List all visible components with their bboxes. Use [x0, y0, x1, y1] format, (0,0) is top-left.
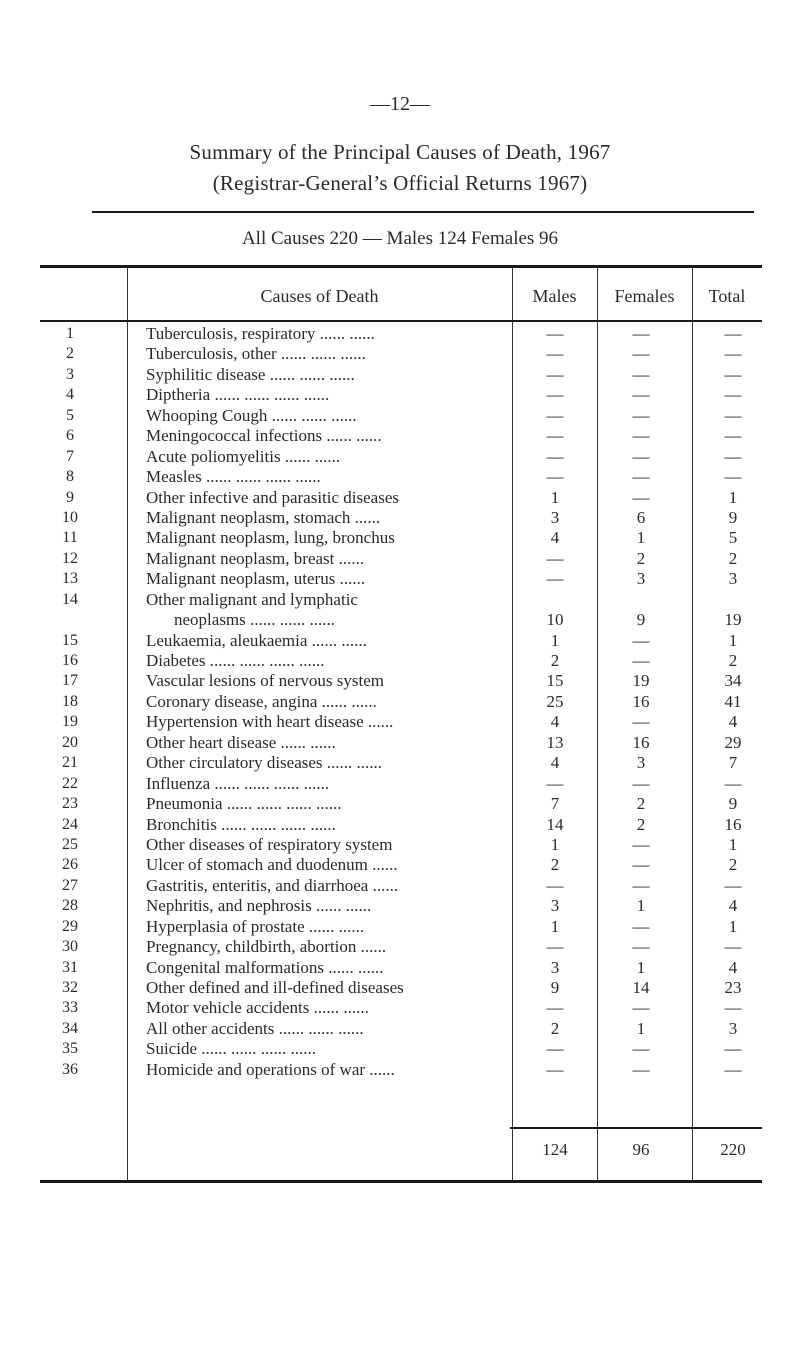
- males-count: —: [546, 569, 564, 589]
- cause-of-death: [146, 671, 510, 691]
- females-count: 2: [636, 794, 646, 814]
- females-count: 6: [636, 507, 646, 527]
- table-row: [40, 344, 762, 364]
- cause-of-death: [146, 1039, 510, 1059]
- row-number: 2: [66, 345, 74, 363]
- females-count: 2: [636, 814, 646, 834]
- cause-line: Other malignant and lymphatic: [146, 589, 358, 609]
- total-count: —: [724, 364, 742, 384]
- total-count: —: [724, 324, 742, 343]
- table-row: [40, 958, 762, 978]
- table-row: [40, 324, 762, 344]
- row-number: 12: [62, 549, 78, 567]
- females-count: —: [632, 446, 650, 466]
- males-count: 1: [550, 487, 560, 507]
- total-count: 3: [728, 569, 738, 589]
- total-count: 4: [728, 957, 738, 977]
- cause-of-death: [146, 344, 510, 364]
- cause-line: Malignant neoplasm, breast ......: [146, 548, 365, 568]
- total-count: —: [724, 937, 742, 957]
- row-number: 9: [66, 488, 74, 506]
- cause-of-death: [146, 855, 510, 875]
- cause-line: Syphilitic disease ...... ...... ......: [146, 364, 355, 384]
- header-males: Males: [532, 286, 577, 306]
- cause-line: Meningococcal infections ...... ......: [146, 426, 382, 446]
- table-row: [40, 896, 762, 916]
- males-count: —: [546, 1039, 564, 1059]
- table-row: [40, 978, 762, 998]
- row-number: 33: [62, 999, 78, 1017]
- cause-of-death: [146, 896, 510, 916]
- cause-of-death: [146, 569, 510, 589]
- cause-of-death: [146, 528, 510, 548]
- females-count: 3: [636, 569, 646, 589]
- cause-of-death: [146, 733, 510, 753]
- females-count: 3: [636, 753, 646, 773]
- cause-line: Diabetes ...... ...... ...... ......: [146, 651, 325, 671]
- row-number: 30: [62, 938, 78, 956]
- females-count: 16: [632, 732, 650, 752]
- cause-line: Whooping Cough ...... ...... ......: [146, 405, 357, 425]
- males-count: 2: [550, 1018, 560, 1038]
- cause-of-death: [146, 835, 510, 855]
- table-row: [40, 815, 762, 835]
- cause-line: Other defined and ill-defined diseases: [146, 978, 404, 998]
- total-count: —: [724, 467, 742, 487]
- females-count: 1: [636, 957, 646, 977]
- males-count: —: [546, 385, 564, 405]
- cause-of-death: [146, 385, 510, 405]
- row-number: 26: [62, 856, 78, 874]
- row-number: 4: [66, 386, 74, 404]
- table-row: [40, 488, 762, 508]
- row-number: 27: [62, 876, 78, 894]
- total-males: 124: [542, 1140, 568, 1159]
- total-count: —: [724, 998, 742, 1018]
- total-count: —: [724, 1059, 742, 1079]
- males-count: —: [546, 446, 564, 466]
- males-count: —: [546, 875, 564, 895]
- row-number: 36: [62, 1060, 78, 1078]
- females-count: —: [632, 467, 650, 487]
- cause-line: Congenital malformations ...... ......: [146, 957, 384, 977]
- title-rule: [92, 211, 754, 213]
- row-number: 32: [62, 979, 78, 997]
- row-number: 14: [62, 590, 78, 608]
- total-count: 23: [724, 978, 742, 998]
- cause-of-death: [146, 692, 510, 712]
- cause-of-death: [146, 447, 510, 467]
- males-count: —: [546, 405, 564, 425]
- table-row: [40, 753, 762, 773]
- cause-line: Malignant neoplasm, uterus ......: [146, 569, 366, 589]
- total-count: —: [724, 405, 742, 425]
- cause-of-death: [146, 1060, 510, 1080]
- cause-of-death: [146, 590, 510, 631]
- table-row: [40, 692, 762, 712]
- table-row: [40, 835, 762, 855]
- cause-of-death: [146, 1019, 510, 1039]
- total-count: —: [724, 385, 742, 405]
- total-count: 41: [724, 691, 742, 711]
- table-row: [40, 774, 762, 794]
- males-count: —: [546, 937, 564, 957]
- table-row: [40, 549, 762, 569]
- females-count: 1: [636, 528, 646, 548]
- table-row: [40, 365, 762, 385]
- page-title: Summary of the Principal Causes of Death, 1967: [189, 140, 611, 164]
- row-number: 35: [62, 1040, 78, 1058]
- row-number: 5: [66, 406, 74, 424]
- total-count: 19: [724, 610, 742, 630]
- cause-line: Leukaemia, aleukaemia ...... ......: [146, 630, 367, 650]
- males-count: 15: [546, 671, 564, 691]
- cause-of-death: [146, 794, 510, 814]
- total-count: 1: [728, 916, 738, 936]
- row-number: 19: [62, 713, 78, 731]
- table-row: [40, 508, 762, 528]
- row-number: 11: [62, 529, 78, 547]
- causes-table-body: [40, 324, 762, 1080]
- males-count: —: [546, 364, 564, 384]
- total-count: 29: [724, 732, 742, 752]
- cause-of-death: [146, 937, 510, 957]
- males-count: 3: [550, 507, 560, 527]
- cause-line: Malignant neoplasm, lung, bronchus: [146, 528, 395, 548]
- females-count: —: [632, 385, 650, 405]
- cause-of-death: [146, 712, 510, 732]
- table-row: [40, 406, 762, 426]
- cause-of-death: [146, 651, 510, 671]
- table-row: [40, 712, 762, 732]
- total-count: —: [724, 446, 742, 466]
- total-count: 1: [728, 834, 738, 854]
- total-count: 4: [728, 896, 738, 916]
- row-number: 15: [62, 631, 78, 649]
- females-count: 1: [636, 896, 646, 916]
- males-count: 14: [546, 814, 564, 834]
- females-count: —: [632, 651, 650, 671]
- total-count: 4: [728, 712, 738, 732]
- row-number: 1: [66, 325, 74, 342]
- cause-line: All other accidents ...... ...... ......: [146, 1018, 364, 1038]
- row-number: 10: [62, 508, 78, 526]
- cause-of-death: [146, 978, 510, 998]
- total-count: —: [724, 344, 742, 364]
- table-row: [40, 467, 762, 487]
- row-number: 31: [62, 958, 78, 976]
- cause-line: Hyperplasia of prostate ...... ......: [146, 916, 365, 936]
- females-count: —: [632, 630, 650, 650]
- males-count: 4: [550, 528, 560, 548]
- females-count: —: [632, 1039, 650, 1059]
- table-row: [40, 937, 762, 957]
- table-row: [40, 1060, 762, 1080]
- total-count: 9: [728, 794, 738, 814]
- table-row: [40, 651, 762, 671]
- cause-line: Hypertension with heart disease ......: [146, 712, 394, 732]
- males-count: —: [546, 773, 564, 793]
- table-row: [40, 528, 762, 548]
- males-count: 1: [550, 916, 560, 936]
- males-count: —: [546, 1059, 564, 1079]
- males-count: 4: [550, 712, 560, 732]
- total-count: —: [724, 875, 742, 895]
- cause-line: Other infective and parasitic diseases: [146, 487, 400, 507]
- males-count: 25: [546, 691, 564, 711]
- cause-line: Other diseases of respiratory system: [146, 834, 393, 854]
- row-number: 22: [62, 774, 78, 792]
- header-rule: [40, 320, 762, 322]
- males-count: 1: [550, 834, 560, 854]
- cause-line: Pregnancy, childbirth, abortion ......: [146, 937, 387, 957]
- row-number: 24: [62, 815, 78, 833]
- table-row: [40, 447, 762, 467]
- cause-of-death: [146, 774, 510, 794]
- row-number: 29: [62, 917, 78, 935]
- females-count: —: [632, 344, 650, 364]
- cause-of-death: [146, 876, 510, 896]
- cause-line: Diptheria ...... ...... ...... ......: [146, 385, 330, 405]
- total-count: —: [724, 426, 742, 446]
- cause-line: Other heart disease ...... ......: [146, 732, 336, 752]
- cause-line: Ulcer of stomach and duodenum ......: [146, 855, 398, 875]
- table-row: [40, 998, 762, 1018]
- females-count: —: [632, 937, 650, 957]
- row-number: 6: [66, 427, 74, 445]
- cause-line: Acute poliomyelitis ...... ......: [146, 446, 341, 466]
- cause-line: Homicide and operations of war ......: [146, 1059, 395, 1079]
- cause-of-death: [146, 406, 510, 426]
- header-total: Total: [708, 286, 746, 306]
- females-count: 9: [636, 610, 646, 630]
- cause-of-death: [146, 508, 510, 528]
- header-females: Females: [614, 286, 675, 306]
- females-count: —: [632, 487, 650, 507]
- total-females: 96: [632, 1140, 650, 1159]
- total-count: 1: [728, 630, 738, 650]
- total-count: 34: [724, 671, 742, 691]
- cause-of-death: [146, 753, 510, 773]
- page-number: —12—: [370, 93, 430, 115]
- total-count: —: [724, 1039, 742, 1059]
- total-count: 9: [728, 507, 738, 527]
- females-count: —: [632, 426, 650, 446]
- table-row: [40, 590, 762, 631]
- cause-line: Motor vehicle accidents ...... ......: [146, 998, 369, 1018]
- row-number: 17: [62, 672, 78, 690]
- table-bottom-rule: [40, 1180, 762, 1183]
- table-row: [40, 876, 762, 896]
- table-row: [40, 426, 762, 446]
- cause-line: Malignant neoplasm, stomach ......: [146, 507, 381, 527]
- totals-rule: [510, 1127, 762, 1129]
- total-count: 7: [728, 753, 738, 773]
- cause-of-death: [146, 631, 510, 651]
- total-count: 3: [728, 1018, 738, 1038]
- row-number: 25: [62, 835, 78, 853]
- males-count: 1: [550, 630, 560, 650]
- total-count: 2: [728, 651, 738, 671]
- table-row: [40, 1019, 762, 1039]
- row-number: 7: [66, 447, 74, 465]
- cause-line: Other circulatory diseases ...... ......: [146, 753, 383, 773]
- females-count: —: [632, 1059, 650, 1079]
- cause-line: Tuberculosis, respiratory ...... ......: [146, 324, 375, 343]
- males-count: —: [546, 324, 564, 343]
- table-row: [40, 385, 762, 405]
- females-count: —: [632, 405, 650, 425]
- males-count: —: [546, 548, 564, 568]
- females-count: 2: [636, 548, 646, 568]
- females-count: —: [632, 773, 650, 793]
- cause-line: Bronchitis ...... ...... ...... ......: [146, 814, 336, 834]
- total-count: 1: [728, 487, 738, 507]
- table-row: [40, 733, 762, 753]
- table-row: [40, 917, 762, 937]
- cause-line: Measles ...... ...... ...... ......: [146, 467, 321, 487]
- males-count: —: [546, 426, 564, 446]
- females-count: —: [632, 855, 650, 875]
- row-number: 21: [62, 754, 78, 772]
- males-count: 3: [550, 957, 560, 977]
- grand-total: 220: [720, 1140, 746, 1159]
- cause-of-death: [146, 917, 510, 937]
- cause-line: Pneumonia ...... ...... ...... ......: [146, 794, 342, 814]
- table-row: [40, 794, 762, 814]
- row-number: 20: [62, 733, 78, 751]
- females-count: 1: [636, 1018, 646, 1038]
- females-count: —: [632, 364, 650, 384]
- table-top-rule: [40, 265, 762, 268]
- cause-of-death: [146, 549, 510, 569]
- table-row: [40, 1039, 762, 1059]
- males-count: 13: [546, 732, 564, 752]
- males-count: 2: [550, 651, 560, 671]
- cause-line: Gastritis, enteritis, and diarrhoea ......: [146, 875, 399, 895]
- females-count: —: [632, 916, 650, 936]
- row-number: 3: [66, 365, 74, 383]
- row-number: 8: [66, 468, 74, 486]
- cause-of-death: [146, 426, 510, 446]
- males-count: —: [546, 467, 564, 487]
- table-row: [40, 569, 762, 589]
- cause-line: Nephritis, and nephrosis ...... ......: [146, 896, 372, 916]
- row-number: 34: [62, 1019, 78, 1037]
- males-count: 3: [550, 896, 560, 916]
- cause-line: Suicide ...... ...... ...... ......: [146, 1039, 316, 1059]
- cause-of-death: [146, 958, 510, 978]
- row-number: 16: [62, 652, 78, 670]
- males-count: —: [546, 998, 564, 1018]
- females-count: —: [632, 324, 650, 343]
- page-subtitle: (Registrar-General’s Official Returns 1967): [212, 171, 588, 195]
- row-number: 28: [62, 897, 78, 915]
- cause-of-death: [146, 998, 510, 1018]
- cause-line: Influenza ...... ...... ...... ......: [146, 773, 330, 793]
- males-count: 2: [550, 855, 560, 875]
- total-count: 16: [724, 814, 742, 834]
- all-causes-summary: All Causes 220 — Males 124 Females 96: [241, 228, 559, 249]
- females-count: 16: [632, 691, 650, 711]
- females-count: 19: [632, 671, 650, 691]
- row-number: 23: [62, 795, 78, 813]
- table-row: [40, 631, 762, 651]
- cause-line: Vascular lesions of nervous system: [146, 671, 384, 691]
- total-count: 5: [728, 528, 738, 548]
- total-count: —: [724, 773, 742, 793]
- header-causes: Causes of Death: [260, 286, 379, 306]
- males-count: —: [546, 344, 564, 364]
- row-number: 18: [62, 692, 78, 710]
- cause-of-death: [146, 467, 510, 487]
- males-count: 4: [550, 753, 560, 773]
- cause-line: Coronary disease, angina ...... ......: [146, 691, 377, 711]
- table-row: [40, 671, 762, 691]
- females-count: —: [632, 834, 650, 854]
- total-count: 2: [728, 855, 738, 875]
- females-count: 14: [632, 978, 650, 998]
- cause-of-death: [146, 488, 510, 508]
- cause-of-death: [146, 815, 510, 835]
- females-count: —: [632, 875, 650, 895]
- females-count: —: [632, 712, 650, 732]
- total-count: 2: [728, 548, 738, 568]
- cause-line-2: neoplasms ...... ...... ......: [174, 610, 336, 630]
- row-number: 13: [62, 570, 78, 588]
- males-count: 7: [550, 794, 560, 814]
- males-count: 10: [546, 610, 564, 630]
- cause-line: Tuberculosis, other ...... ...... ......: [146, 344, 366, 364]
- females-count: —: [632, 998, 650, 1018]
- males-count: 9: [550, 978, 560, 998]
- cause-of-death: [146, 324, 510, 344]
- cause-of-death: [146, 365, 510, 385]
- table-row: [40, 855, 762, 875]
